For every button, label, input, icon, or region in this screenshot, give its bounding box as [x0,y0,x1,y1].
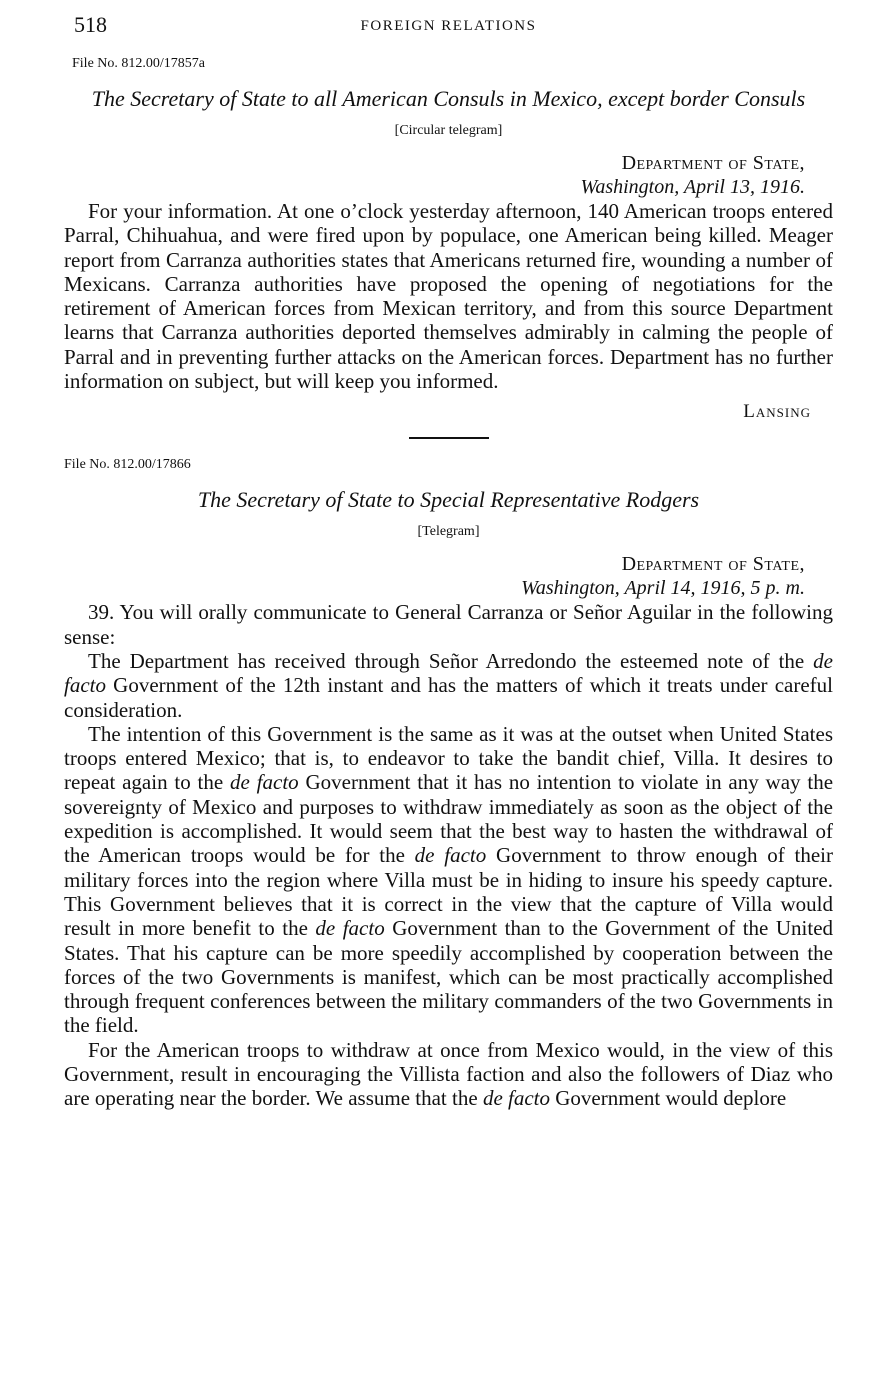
body-paragraph [64,649,833,722]
date-line: Washington, April 13, 1916. [580,176,805,198]
italic-term: de facto [64,648,833,698]
text-run: Government of the 12th instant and has the matters of which it treats under careful consideration. [64,673,833,722]
text-run: The intention of this Government is the same as it was at the outset when United States troops entered Mexico; that is, to endeavor to take the bandit chief, Villa. It desires to repeat again to the [64,721,833,795]
italic-term: de facto [230,770,299,795]
signature: Lansing [743,401,811,423]
body-paragraph: 39. You will orally communicate to General Carranza or Señor Aguilar in the following sense: [64,600,833,649]
document-circular-telegram [64,56,833,423]
body-paragraph: For your information. At one o’clock yesterday afternoon, 140 American troops entered Parral, Chihuahua, and were fired upon by populace, one American being killed. Meager report from Carranza authorities states that Americans returned fire, wounding a number of Mexicans. Carranza authorities have proposed the opening of negotiations for the retirement of American forces from Mexican territory, and from this source Department learns that Carranza authorities deported themselves admirably in calming the people of Parral and in preventing further attacks on the American forces. Department has no further information on subject, but will keep you informed. [64,199,833,394]
body-paragraph [64,722,833,1038]
document-telegram [64,457,833,1110]
document-title: The Secretary of State to Special Representative Rodgers [197,487,700,513]
running-header [64,8,833,42]
department-name: Department of State, [621,553,805,576]
text-run: Government to throw enough of their military forces into the region where Villa must be in hiding to insure his speedy capture. This Government believes that it is correct in the view that the capture of Villa would result in more benefit to the [64,843,834,941]
page-number: 518 [74,12,107,37]
file-number: File No. 812.00/17857a [72,56,205,71]
document-type: [Circular telegram] [394,123,503,138]
body-paragraph [64,1038,833,1111]
text-run: The Department has received through Señor Arredondo the esteemed note of the [88,648,814,673]
italic-term: de facto [482,1086,550,1111]
text-run: Government than to the Government of the United States. That his capture can be more speedily accomplished by cooperation between the forces of the two Governments is manifest, which can be most practically accomplished through frequent conferences between the military commanders of the two Governments in the field. [64,916,834,1038]
department-name: Department of State, [621,152,805,174]
dateline [64,151,805,199]
italic-term: de facto [315,916,385,941]
text-run: For the American troops to withdraw at once from Mexico would, in the view of this Government, result in encouraging the Villista faction and also the followers of Diaz who are operating near the border. We assume that the [64,1037,833,1111]
document-title: The Secretary of State to all American Consuls in Mexico, except border Consuls [91,86,806,111]
file-number: File No. 812.00/17866 [64,457,191,473]
running-title: FOREIGN RELATIONS [360,18,537,34]
section-divider [409,437,489,439]
date-line: Washington, April 14, 1916, 5 p. m. [521,577,805,600]
document-type: [Telegram] [417,524,480,540]
italic-term: de facto [414,843,487,868]
text-run: Government would deplore [550,1086,787,1111]
text-run: Government that it has no intention to violate in any way the sovereignty of Mexico and purposes to withdraw immediately as soon as the object of the expedition is accomplished. It would seem that the best way to hasten the withdrawal of the American troops would be for the [64,770,834,868]
dateline [64,552,805,600]
